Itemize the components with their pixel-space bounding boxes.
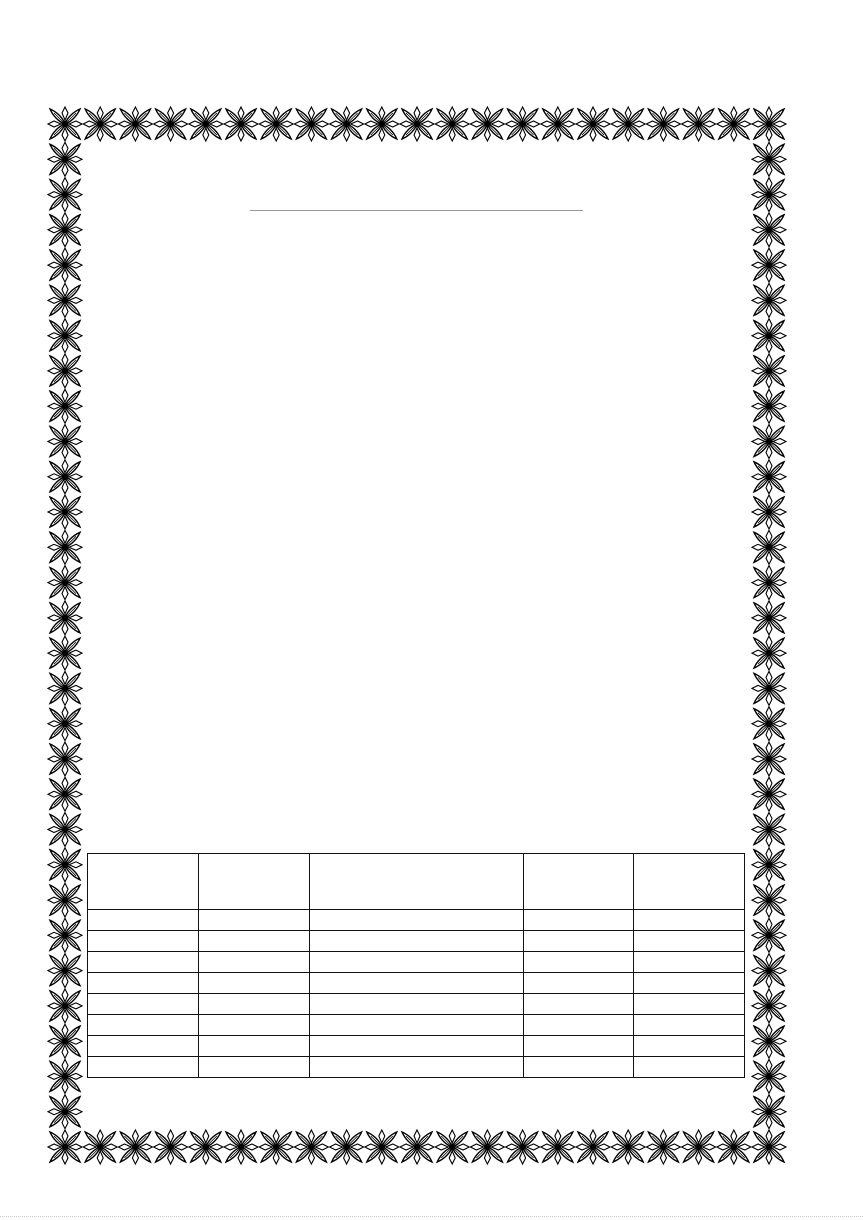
table-cell	[199, 1057, 310, 1078]
border-flower-icon	[330, 1130, 364, 1164]
border-flower-icon	[435, 107, 469, 141]
border-flower-icon	[752, 319, 786, 353]
border-flower-icon	[752, 248, 786, 282]
title-underline	[250, 210, 583, 211]
border-flower-icon	[48, 142, 82, 176]
border-flower-icon	[48, 671, 82, 705]
border-flower-icon	[752, 1130, 786, 1164]
table-header-row	[88, 854, 745, 910]
border-flower-icon	[752, 142, 786, 176]
table-cell	[524, 910, 634, 931]
border-flower-icon	[752, 777, 786, 811]
table-cell	[524, 931, 634, 952]
table-cell	[524, 1036, 634, 1057]
border-flower-icon	[48, 248, 82, 282]
border-flower-icon	[48, 495, 82, 529]
table-row	[88, 910, 745, 931]
border-flower-icon	[48, 707, 82, 741]
border-flower-icon	[752, 354, 786, 388]
table-cell	[88, 1036, 199, 1057]
table-cell	[310, 910, 524, 931]
table-cell	[524, 973, 634, 994]
border-flower-icon	[752, 848, 786, 882]
border-flower-icon	[752, 954, 786, 988]
border-flower-icon	[717, 1130, 751, 1164]
border-flower-icon	[400, 107, 434, 141]
table-cell	[634, 931, 745, 952]
border-flower-icon	[752, 742, 786, 776]
border-flower-icon	[224, 1130, 258, 1164]
table-cell	[199, 1036, 310, 1057]
border-flower-icon	[646, 107, 680, 141]
border-flower-icon	[83, 1130, 117, 1164]
border-flower-icon	[576, 1130, 610, 1164]
border-flower-icon	[752, 425, 786, 459]
border-flower-icon	[48, 742, 82, 776]
table-cell	[634, 994, 745, 1015]
table-row	[88, 994, 745, 1015]
table-cell	[310, 931, 524, 952]
border-flower-icon	[400, 1130, 434, 1164]
border-flower-icon	[118, 1130, 152, 1164]
table-cell	[199, 1015, 310, 1036]
border-flower-icon	[48, 848, 82, 882]
table-cell	[88, 994, 199, 1015]
border-flower-icon	[48, 530, 82, 564]
border-flower-icon	[717, 107, 751, 141]
table-cell	[88, 931, 199, 952]
border-flower-icon	[48, 989, 82, 1023]
table-cell	[524, 1015, 634, 1036]
border-flower-icon	[752, 1095, 786, 1129]
border-flower-icon	[576, 107, 610, 141]
border-flower-icon	[752, 918, 786, 952]
border-flower-icon	[752, 601, 786, 635]
border-flower-icon	[752, 883, 786, 917]
table-cell	[310, 1057, 524, 1078]
table-cell	[310, 1015, 524, 1036]
border-flower-icon	[48, 389, 82, 423]
border-flower-icon	[435, 1130, 469, 1164]
border-flower-icon	[506, 1130, 540, 1164]
border-flower-icon	[48, 883, 82, 917]
border-flower-icon	[48, 1095, 82, 1129]
border-flower-icon	[48, 601, 82, 635]
border-flower-icon	[259, 107, 293, 141]
border-flower-icon	[752, 566, 786, 600]
border-flower-icon	[294, 1130, 328, 1164]
table-row	[88, 973, 745, 994]
border-flower-icon	[259, 1130, 293, 1164]
border-flower-icon	[752, 530, 786, 564]
border-flower-icon	[48, 777, 82, 811]
border-flower-icon	[48, 283, 82, 317]
border-flower-icon	[752, 1059, 786, 1093]
border-flower-icon	[611, 1130, 645, 1164]
table-row	[88, 1036, 745, 1057]
table-cell	[310, 973, 524, 994]
border-flower-icon	[752, 460, 786, 494]
border-flower-icon	[752, 107, 786, 141]
border-flower-icon	[752, 813, 786, 847]
table-header-cell	[524, 854, 634, 910]
border-flower-icon	[682, 1130, 716, 1164]
border-flower-icon	[83, 107, 117, 141]
border-flower-icon	[189, 107, 223, 141]
border-flower-icon	[752, 495, 786, 529]
border-flower-icon	[154, 1130, 188, 1164]
border-flower-icon	[48, 319, 82, 353]
border-flower-icon	[752, 1024, 786, 1058]
table-cell	[310, 952, 524, 973]
table-header-cell	[88, 854, 199, 910]
table-cell	[88, 952, 199, 973]
border-flower-icon	[752, 213, 786, 247]
table-cell	[199, 973, 310, 994]
border-flower-icon	[224, 107, 258, 141]
border-flower-icon	[48, 1130, 82, 1164]
border-flower-icon	[752, 283, 786, 317]
border-flower-icon	[541, 1130, 575, 1164]
table-cell	[199, 931, 310, 952]
table-cell	[634, 1036, 745, 1057]
border-flower-icon	[506, 107, 540, 141]
border-flower-icon	[294, 107, 328, 141]
border-flower-icon	[752, 989, 786, 1023]
border-flower-icon	[48, 636, 82, 670]
table-row	[88, 1057, 745, 1078]
border-flower-icon	[48, 354, 82, 388]
table-cell	[634, 952, 745, 973]
table-cell	[88, 1015, 199, 1036]
border-flower-icon	[752, 178, 786, 212]
border-flower-icon	[154, 107, 188, 141]
border-flower-icon	[365, 107, 399, 141]
border-flower-icon	[48, 566, 82, 600]
border-flower-icon	[48, 813, 82, 847]
border-flower-icon	[752, 707, 786, 741]
border-flower-icon	[541, 107, 575, 141]
table-row	[88, 1015, 745, 1036]
border-flower-icon	[189, 1130, 223, 1164]
border-flower-icon	[118, 107, 152, 141]
border-flower-icon	[682, 107, 716, 141]
border-flower-icon	[752, 389, 786, 423]
table-cell	[88, 1057, 199, 1078]
table-cell	[88, 910, 199, 931]
border-flower-icon	[48, 918, 82, 952]
table-cell	[310, 1036, 524, 1057]
table-cell	[634, 973, 745, 994]
table-cell	[524, 1057, 634, 1078]
table-header-cell	[310, 854, 524, 910]
table-row	[88, 931, 745, 952]
table-cell	[199, 994, 310, 1015]
table-cell	[88, 973, 199, 994]
border-flower-icon	[365, 1130, 399, 1164]
border-flower-icon	[48, 460, 82, 494]
border-flower-icon	[752, 636, 786, 670]
table-cell	[524, 952, 634, 973]
page-edge-rule	[0, 1216, 863, 1217]
table-cell	[634, 1015, 745, 1036]
border-flower-icon	[470, 1130, 504, 1164]
border-flower-icon	[48, 425, 82, 459]
border-flower-icon	[48, 178, 82, 212]
border-flower-icon	[48, 954, 82, 988]
log-table	[87, 853, 745, 1078]
table-row	[88, 952, 745, 973]
border-flower-icon	[48, 1059, 82, 1093]
table-cell	[310, 994, 524, 1015]
border-flower-icon	[752, 671, 786, 705]
table-cell	[524, 994, 634, 1015]
border-flower-icon	[48, 1024, 82, 1058]
table-cell	[634, 910, 745, 931]
table-header-cell	[199, 854, 310, 910]
border-flower-icon	[611, 107, 645, 141]
table-cell	[634, 1057, 745, 1078]
border-flower-icon	[48, 213, 82, 247]
table-cell	[199, 952, 310, 973]
border-flower-icon	[470, 107, 504, 141]
border-flower-icon	[330, 107, 364, 141]
border-flower-icon	[48, 107, 82, 141]
table-cell	[199, 910, 310, 931]
table-header-cell	[634, 854, 745, 910]
border-flower-icon	[646, 1130, 680, 1164]
